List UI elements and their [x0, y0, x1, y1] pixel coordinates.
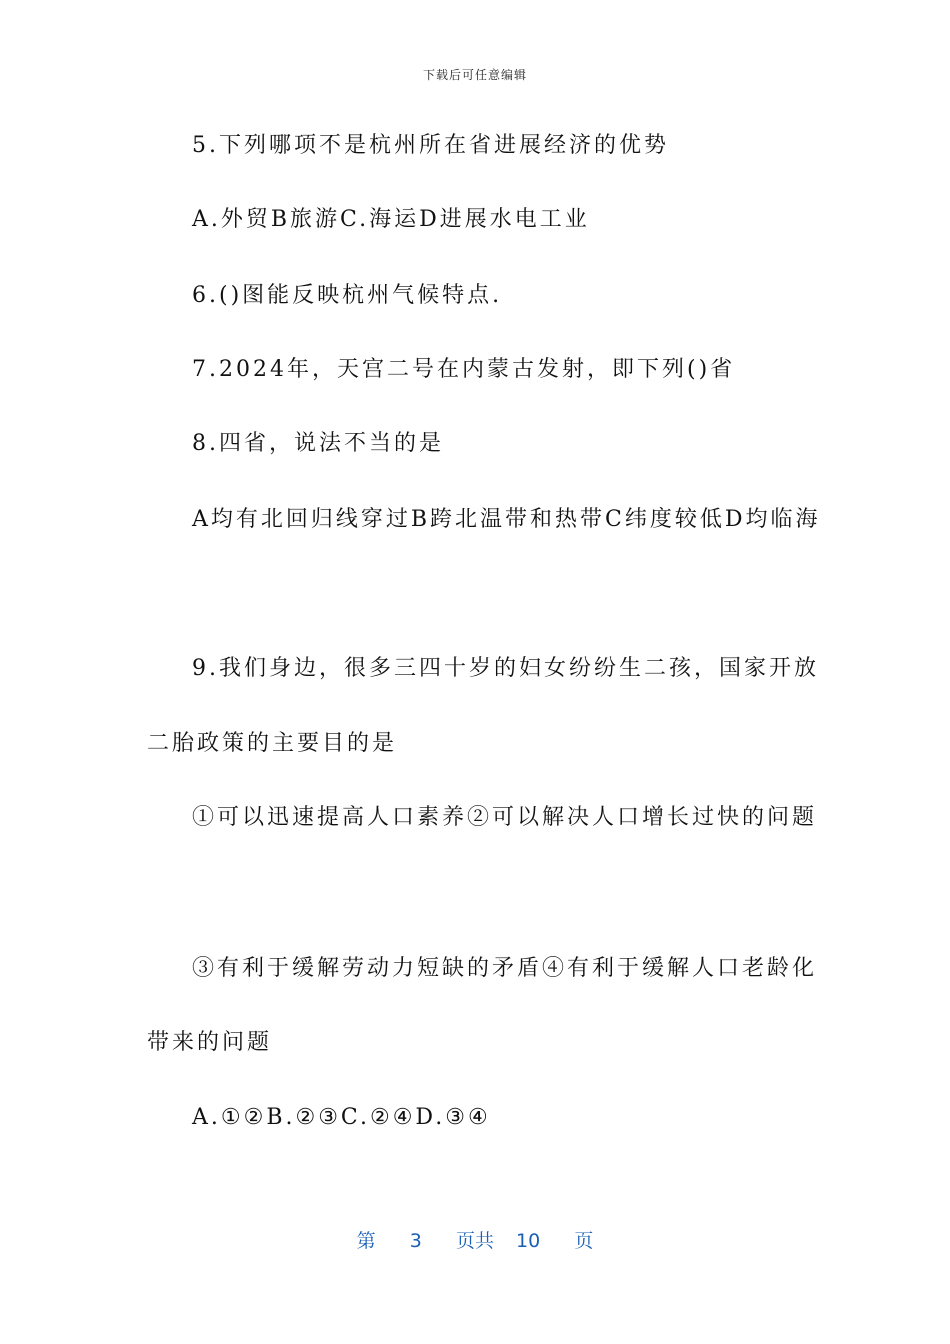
question-8-options: A均有北回归线穿过B跨北温带和热带C纬度较低D均临海	[192, 507, 821, 532]
footer-suffix: 页	[574, 1230, 594, 1252]
question-9-options: A.①②B.②③C.②④D.③④	[192, 1105, 491, 1130]
page-footer	[0, 1226, 950, 1253]
footer-mid: 页共	[455, 1230, 494, 1252]
question-9-statement-4-continued: 带来的问题	[147, 1030, 273, 1055]
question-9-text-line-2: 二胎政策的主要目的是	[147, 731, 398, 756]
question-5-options: A.外贸B旅游C.海运D进展水电工业	[192, 207, 590, 232]
question-9-text-line-1: 9.我们身边，很多三四十岁的妇女纷纷生二孩，国家开放	[192, 656, 819, 681]
question-6-text: 6.()图能反映杭州气候特点.	[192, 283, 503, 308]
footer-prefix: 第	[356, 1230, 376, 1252]
footer-total-pages: 10	[516, 1230, 541, 1252]
question-9-statement-1-2: ①可以迅速提高人口素养②可以解决人口增长过快的问题	[192, 805, 818, 830]
page-header: 下载后可任意编辑	[422, 68, 527, 82]
question-9-statement-3-4: ③有利于缓解劳动力短缺的矛盾④有利于缓解人口老龄化	[192, 956, 818, 981]
question-8-text: 8.四省，说法不当的是	[192, 431, 444, 456]
question-7-text: 7.2024年，天宫二号在内蒙古发射，即下列()省	[192, 357, 736, 382]
question-5-text: 5.下列哪项不是杭州所在省进展经济的优势	[192, 133, 669, 158]
footer-page-number: 3	[409, 1230, 422, 1252]
